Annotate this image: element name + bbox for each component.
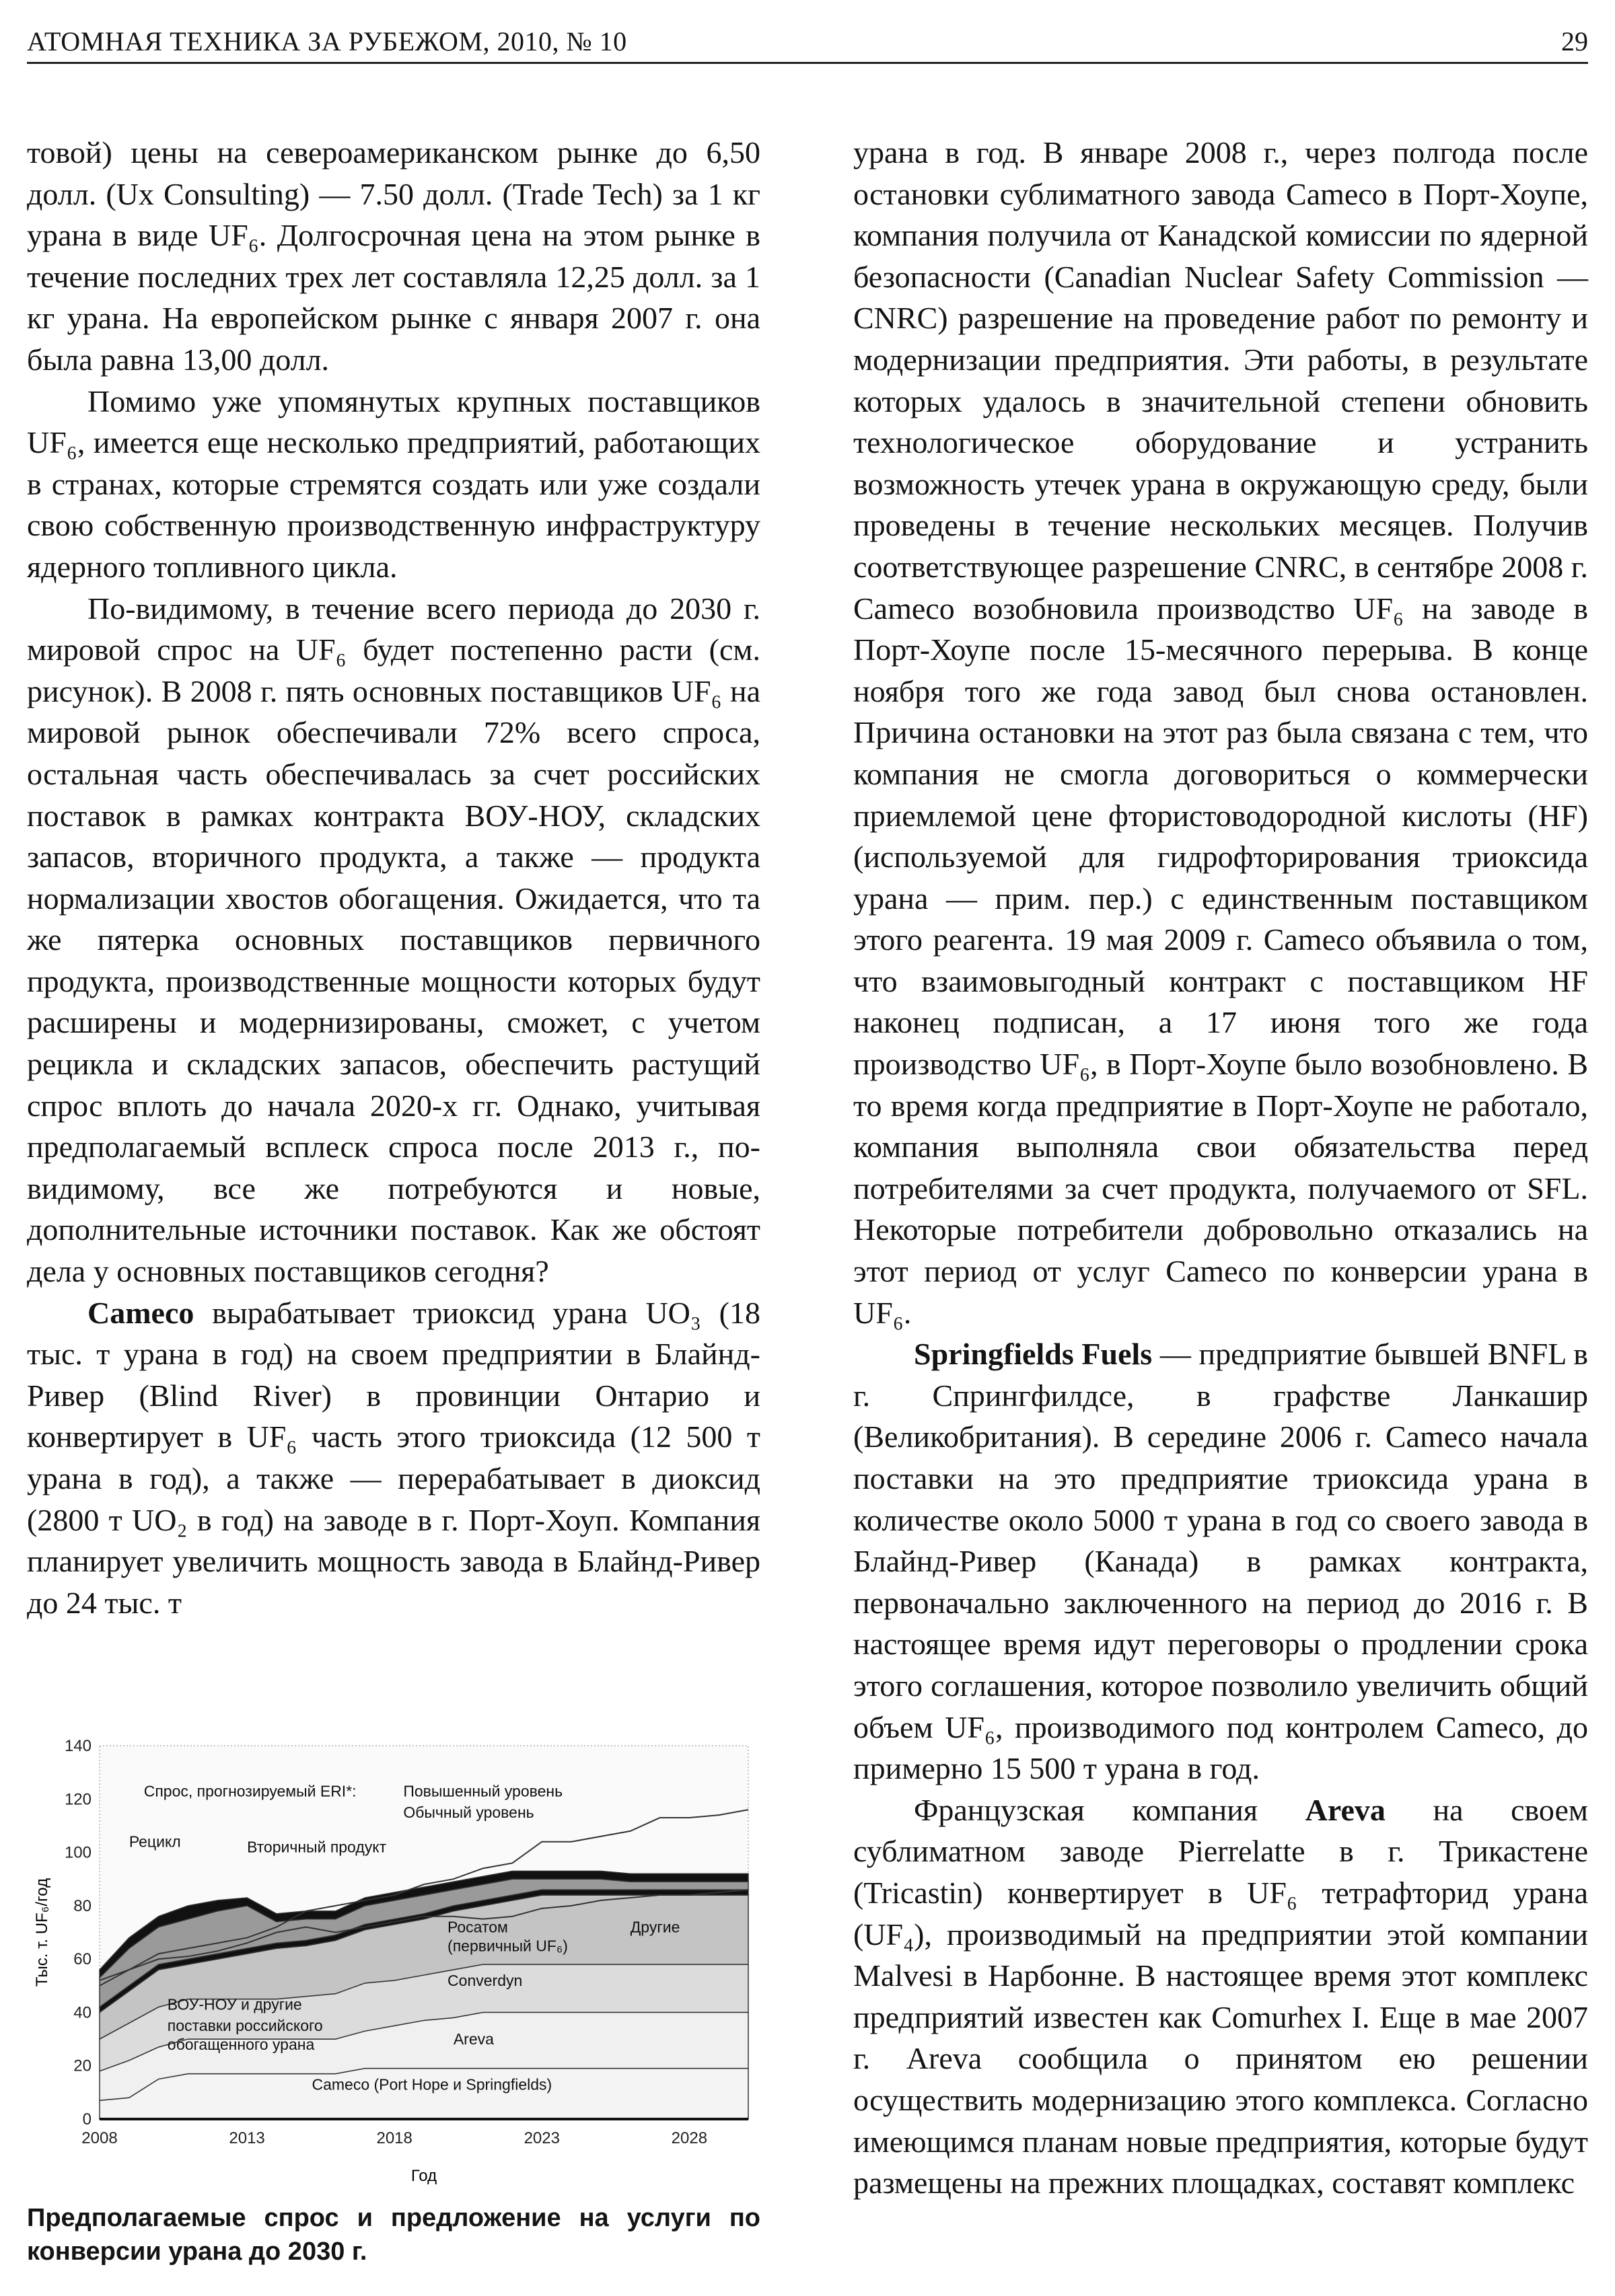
y-tick-label: 80 bbox=[73, 1896, 92, 1915]
chart-annotation: (первичный UF₆) bbox=[447, 1937, 568, 1955]
chart-annotation: Cameco (Port Hope и Springfields) bbox=[312, 2075, 552, 2094]
paragraph bbox=[853, 132, 1588, 1333]
x-tick-label: 2023 bbox=[524, 2129, 560, 2147]
chart-annotation: Converdyn bbox=[447, 1971, 523, 1989]
paragraph bbox=[27, 588, 760, 1292]
y-axis-label: Тыс. т. UF₆/год bbox=[33, 1878, 51, 1987]
bold-term: Springfields Fuels bbox=[914, 1337, 1153, 1372]
chart-annotation: обогащенного урана bbox=[167, 2035, 315, 2053]
y-tick-label: 40 bbox=[73, 2003, 92, 2022]
text-run: — предприятие бывшей BNFL в г. Спрингфилдсе, в графстве Ланкашир (Великобритания). В середине 2006 г. Cameco начала поставки на это предприятие триоксида урана в количестве около 5000 т урана в год со своего завода в Блайнд-Ривер (Канада) в рамках контракта, первоначально заключенного на период до 2016 г. В настоящее время идут переговоры о продлении срока этого соглашения, которое позволило увеличить общий объем UF₆, производимого под контролем Cameco, до примерно 15 500 т урана в год. bbox=[853, 1337, 1588, 1786]
x-tick-label: 2013 bbox=[229, 2129, 265, 2147]
x-tick-label: 2008 bbox=[81, 2129, 118, 2147]
figure-caption: Предполагаемые спрос и предложение на услуги по конверсии урана до 2030 г. bbox=[27, 2204, 760, 2266]
y-tick-label: 100 bbox=[64, 1843, 92, 1862]
chart-annotation: Росатом bbox=[447, 1918, 508, 1936]
supply-demand-chart bbox=[20, 1722, 767, 2193]
paragraph bbox=[853, 1789, 1588, 2204]
y-tick-label: 60 bbox=[73, 1950, 92, 1969]
y-tick-label: 20 bbox=[73, 2057, 92, 2075]
chart-annotation: Повышенный уровень bbox=[403, 1782, 563, 1800]
paragraph bbox=[27, 1292, 760, 1624]
chart-annotation: Спрос, прогнозируемый ERI*: bbox=[143, 1782, 357, 1800]
x-tick-label: 2028 bbox=[671, 2129, 708, 2147]
chart-annotation: Вторичный продукт bbox=[247, 1838, 387, 1856]
chart-annotation: Рецикл bbox=[129, 1832, 181, 1851]
journal-title: АТОМНАЯ ТЕХНИКА ЗА РУБЕЖОМ, 2010, № 10 bbox=[27, 26, 627, 57]
running-header bbox=[27, 20, 1588, 64]
text-run: Помимо уже упомянутых крупных поставщиков UF₆, имеется еще несколько предприятий, работающих в странах, которые стремятся создать или уже создали свою собственную производственную инфраструктуру ядерного топливного цикла. bbox=[27, 383, 760, 584]
text-run: По-видимому, в течение всего периода до 2030 г. мировой спрос на UF₆ будет постепенно расти (см. рисунок). В 2008 г. пять основных поставщиков UF₆ на мировой рынок обеспечивали 72% всего спроса, остальная часть обеспечивалась за счет российских поставок в рамках контракта ВОУ-НОУ, складских запасов, вторичного продукта, а также — продукта нормализации хвостов обогащения. Ожидается, что та же пятерка основных поставщиков первичного продукта, производственные мощности которых будут расширены и модернизированы, сможет, с учетом рецикла и складских запасов, обеспечить растущий спрос вплоть до начала 2020-х гг. Однако, учитывая предполагаемый всплеск спроса после 2013 г., по-видимому, все же потребуются и новые, дополнительные источники поставок. Как же обстоят дела у основных поставщиков сегодня? bbox=[27, 591, 760, 1289]
page-number: 29 bbox=[1561, 26, 1588, 57]
y-tick-label: 0 bbox=[82, 2110, 92, 2128]
x-axis-label: Год bbox=[410, 2167, 437, 2185]
left-column bbox=[27, 132, 760, 1623]
paragraph bbox=[27, 381, 760, 588]
right-column bbox=[853, 132, 1588, 2204]
y-tick-label: 120 bbox=[64, 1790, 92, 1809]
y-tick-label: 140 bbox=[64, 1737, 92, 1755]
bold-term: Areva bbox=[1305, 1792, 1386, 1827]
text-run: Французская компания bbox=[914, 1792, 1305, 1827]
bold-term: Cameco bbox=[87, 1295, 194, 1330]
chart-annotation: ВОУ-НОУ и другие bbox=[167, 1995, 302, 2013]
text-run: вырабатывает триоксид урана UO₃ (18 тыс. т урана в год) на своем предприятии в Блайнд-Ривер (Blind River) в провинции Онтарио и конвертирует в UF₆ часть этого триоксида (12 500 т урана в год), а также — перерабатывает в диоксид (2800 т UO₂ в год) на заводе в г. Порт-Хоуп. Компания планирует увеличить мощность завода в Блайнд-Ривер до 24 тыс. т bbox=[27, 1295, 760, 1620]
paragraph bbox=[27, 132, 760, 381]
text-run: товой) цены на североамериканском рынке до 6,50 долл. (Ux Consulting) — 7.50 долл. (Trade Tech) за 1 кг урана в виде UF₆. Долгосрочная цена на этом рынке в течение последних трех лет составляла 12,25 долл. за 1 кг урана. На европейском рынке с января 2007 г. она была равна 13,00 долл. bbox=[27, 135, 760, 377]
text-run: на своем сублиматном заводе Pierrelatte в г. Трикастене (Tricastin) конвертирует в UF₆ тетрафторид урана (UF₄), производимый на предприятии этой компании Malvesi в Нарбонне. В настоящее время этот комплекс предприятий известен как Comurhex I. Еще в мае 2007 г. Areva сообщила о принятом ею решении осуществить модернизацию этого комплекса. Согласно имеющимся планам новые предприятия, которые будут размещены на прежних площадках, составят комплекс bbox=[853, 1792, 1588, 2200]
chart-annotation: поставки российского bbox=[167, 2017, 323, 2035]
x-tick-label: 2018 bbox=[376, 2129, 412, 2147]
chart-annotation: Другие bbox=[630, 1918, 680, 1936]
text-run: урана в год. В январе 2008 г., через полгода после остановки сублиматного завода Cameco в Порт-Хоупе, компания получила от Канадской комиссии по ядерной безопасности (Canadian Nuclear Safety Commission — CNRC) разрешение на проведение работ по ремонту и модернизации предприятия. Эти работы, в результате которых удалось в значительной степени обновить технологическое оборудование и устранить возможность утечек урана в окружающую среду, были проведены в течение нескольких месяцев. Получив соответствующее разрешение CNRC, в сентябре 2008 г. Cameco возобновила производство UF₆ на заводе в Порт-Хоупе после 15-месячного перерыва. В конце ноября того же года завод был снова остановлен. Причина остановки на этот раз была связана с тем, что компания не смогла договориться о коммерчески приемлемой цене фтористоводородной кислоты (HF) (используемой для гидрофторирования триоксида урана — прим. пер.) с единственным поставщиком этого реагента. 19 мая 2009 г. Cameco объявила о том, что взаимовыгодный контракт с поставщиком HF наконец подписан, а 17 июня того же года производство UF₆, в Порт-Хоупе было возобновлено. В то время когда предприятие в Порт-Хоупе не работало, компания выполняла свои обязательства перед потребителями за счет продукта, получаемого от SFL. Некоторые потребители добровольно отказались на этот период от услуг Cameco по конверсии урана в UF₆. bbox=[853, 135, 1588, 1330]
paragraph bbox=[853, 1333, 1588, 1789]
chart-annotation: Areva bbox=[453, 2030, 494, 2048]
chart-annotation: Обычный уровень bbox=[403, 1804, 534, 1822]
